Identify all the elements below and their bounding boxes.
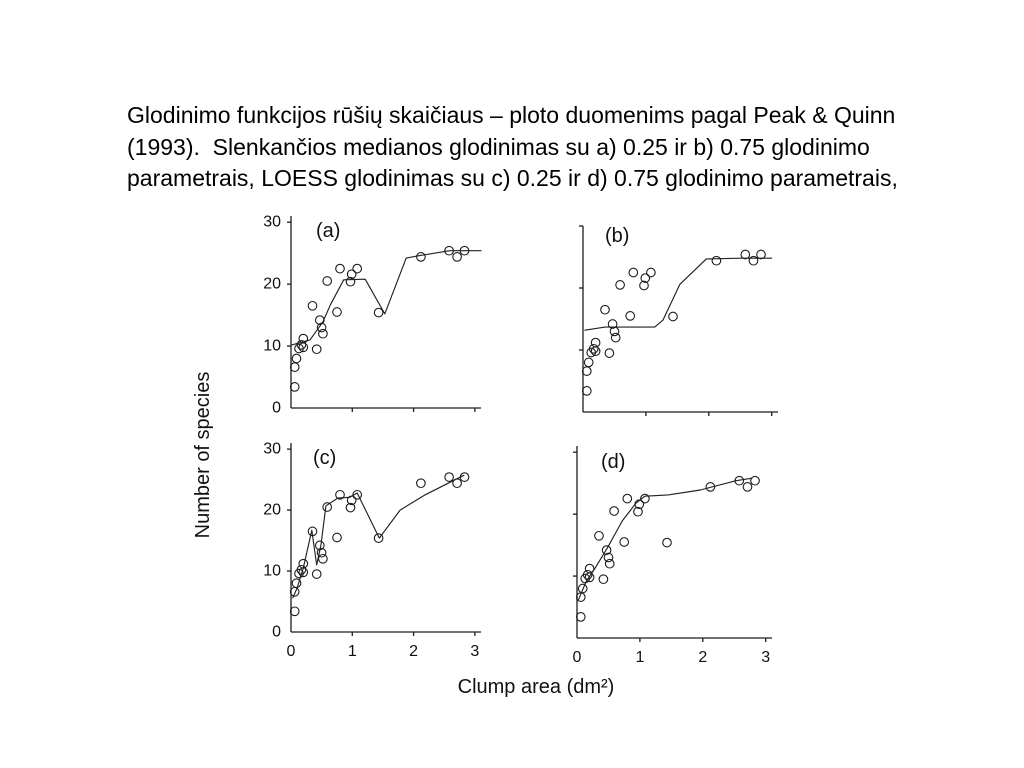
- data-point: [585, 564, 594, 573]
- data-point: [290, 383, 299, 392]
- data-point: [601, 305, 610, 314]
- figure-panels: [170, 200, 790, 720]
- data-point: [647, 268, 656, 277]
- data-point: [374, 308, 383, 317]
- data-point: [623, 494, 632, 503]
- x-tick-label: 1: [635, 649, 645, 666]
- data-point: [591, 338, 600, 347]
- smoothing-line: [293, 475, 464, 598]
- data-point: [333, 308, 342, 317]
- y-tick-label: 10: [263, 562, 281, 580]
- panel-label: (a): [316, 220, 341, 242]
- data-point: [453, 253, 462, 262]
- data-point: [620, 538, 629, 547]
- data-point: [308, 302, 317, 311]
- x-tick-label: 0: [286, 643, 296, 660]
- caption-line-2: (1993). Slenkančios medianos glodinimas su a) 0.25 ir b) 0.75 glodinimo: [127, 133, 870, 160]
- data-point: [605, 559, 614, 568]
- data-point: [312, 345, 321, 354]
- data-point: [605, 349, 614, 358]
- data-point: [626, 312, 635, 321]
- data-point: [290, 363, 299, 372]
- y-tick-label: 10: [263, 337, 281, 355]
- data-point: [584, 358, 593, 367]
- panel-label: (d): [601, 451, 626, 473]
- data-point: [610, 507, 619, 516]
- data-point: [663, 538, 672, 547]
- chart-panel-b: [579, 225, 778, 416]
- y-axis-title: Number of species: [192, 371, 214, 539]
- data-point: [743, 483, 752, 492]
- y-tick-label: 0: [272, 399, 281, 417]
- data-point: [336, 264, 345, 273]
- x-tick-label: 2: [409, 643, 419, 660]
- chart-panel-d: [573, 446, 772, 666]
- data-point: [577, 613, 586, 622]
- data-point: [323, 503, 332, 512]
- data-point: [616, 281, 625, 290]
- caption-line-3: parametrais, LOESS glodinimas su c) 0.25 ir d) 0.75 glodinimo parametrais,: [127, 165, 898, 191]
- data-point: [319, 329, 328, 338]
- x-tick-label: 3: [761, 649, 771, 666]
- data-point: [319, 555, 328, 564]
- data-point: [583, 387, 592, 396]
- slide-caption: [127, 100, 1007, 195]
- data-point: [445, 473, 454, 482]
- data-point: [583, 367, 592, 376]
- y-tick-label: 20: [263, 275, 281, 293]
- data-point: [312, 570, 321, 579]
- data-point: [333, 533, 342, 542]
- x-axis-title: Clump area (dm²): [457, 676, 615, 698]
- data-point: [353, 264, 362, 273]
- x-tick-label: 0: [572, 649, 582, 666]
- panel-label: (c): [313, 447, 337, 469]
- chart-panel-c: [263, 441, 481, 660]
- data-point: [292, 579, 301, 588]
- y-tick-label: 20: [263, 501, 281, 519]
- data-point: [374, 534, 383, 543]
- panel-label: (b): [605, 225, 630, 247]
- data-point: [611, 333, 620, 342]
- x-tick-label: 1: [347, 643, 357, 660]
- chart-panel-a: [263, 214, 481, 417]
- data-point: [751, 476, 760, 485]
- x-tick-label: 2: [698, 649, 708, 666]
- data-point: [323, 277, 332, 286]
- data-point: [629, 268, 638, 277]
- y-tick-label: 30: [263, 213, 281, 231]
- data-point: [292, 354, 301, 363]
- y-tick-label: 30: [263, 440, 281, 458]
- data-point: [453, 479, 462, 488]
- data-point: [417, 253, 426, 262]
- y-tick-label: 0: [272, 623, 281, 641]
- data-point: [669, 312, 678, 321]
- data-point: [712, 256, 721, 265]
- data-point: [757, 250, 766, 259]
- x-tick-label: 3: [470, 643, 480, 660]
- data-point: [741, 250, 750, 259]
- data-point: [290, 607, 299, 616]
- data-point: [417, 479, 426, 488]
- caption-line-1: Glodinimo funkcijos rūšių skaičiaus – ploto duomenims pagal Peak & Quinn: [127, 102, 896, 128]
- data-point: [595, 532, 604, 541]
- data-point: [599, 575, 608, 584]
